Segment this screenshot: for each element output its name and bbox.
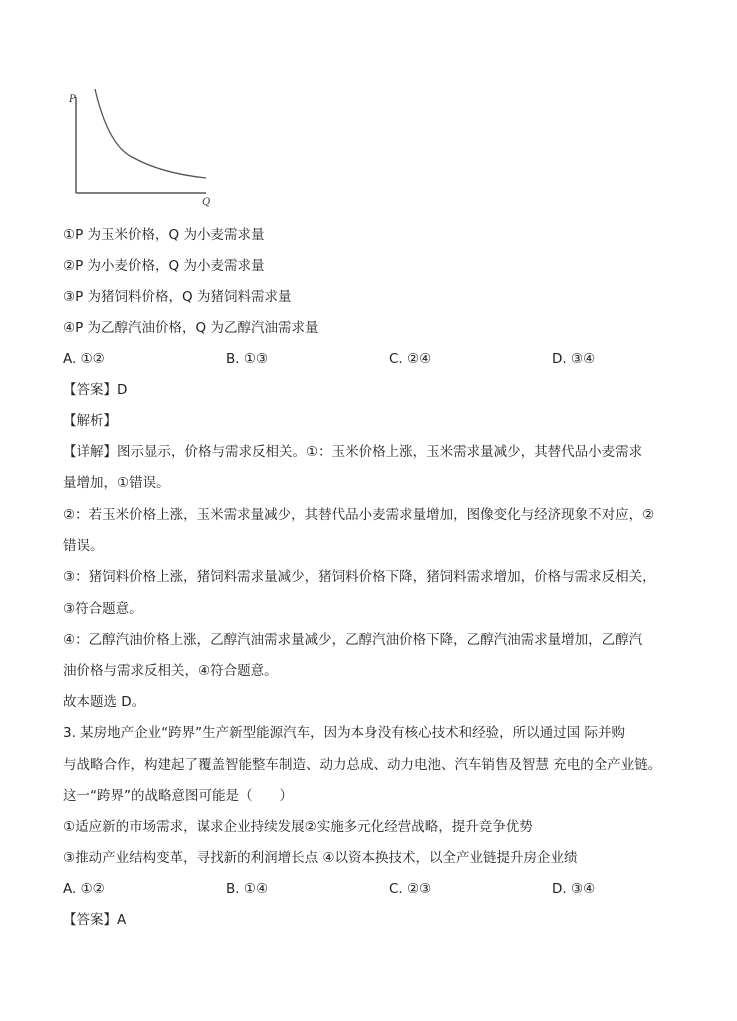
q2-analysis-heading: 【解析】 [63, 413, 117, 429]
q3-option-d: D. ③④ [552, 881, 596, 897]
q2-option-a: A. ①② [63, 351, 105, 367]
q2-option-c: C. ②④ [389, 351, 432, 367]
p-axis-label: P [69, 94, 76, 105]
q2-analysis-line-2: 量增加，①错误。 [63, 475, 170, 491]
q2-analysis-line-9: 故本题选 D。 [63, 694, 146, 710]
q2-analysis-line-4: 错误。 [63, 538, 104, 554]
q2-option-b: B. ①③ [226, 351, 269, 367]
q2-analysis-line-3: ②：若玉米价格上涨，玉米需求量减少，其替代品小麦需求量增加，图像变化与经济现象不对应，② [63, 507, 655, 523]
q2-item-1: ①P 为玉米价格，Q 为小麦需求量 [63, 227, 265, 243]
q3-option-a: A. ①② [63, 881, 105, 897]
q3-option-b: B. ①④ [226, 881, 269, 897]
q3-item-line-2: ③推动产业结构变革，寻找新的利润增长点 ④以资本换技术，以全产业链提升房企业绩 [63, 850, 578, 866]
demand-curve [95, 89, 206, 178]
q2-answer: 【答案】D [63, 382, 128, 398]
q2-analysis-line-8: 油价格与需求反相关，④符合题意。 [63, 663, 278, 679]
q3-stem-line-3: 这一“跨界”的战略意图可能是（ ） [63, 788, 293, 804]
q3-item-line-1: ①适应新的市场需求，谋求企业持续发展②实施多元化经营战略，提升竞争优势 [63, 819, 533, 835]
q2-analysis-line-6: ③符合题意。 [63, 601, 143, 617]
q2-item-2: ②P 为小麦价格，Q 为小麦需求量 [63, 258, 265, 274]
q-axis-label: Q [202, 197, 211, 208]
q2-analysis-line-7: ④：乙醇汽油价格上涨，乙醇汽油需求量减少，乙醇汽油价格下降，乙醇汽油需求量增加，乙醇汽 [63, 632, 643, 648]
q2-option-d: D. ③④ [552, 351, 596, 367]
q2-item-3: ③P 为猪饲料价格，Q 为猪饲料需求量 [63, 289, 292, 305]
demand-curve-graph [60, 85, 220, 210]
q3-stem-line-2: 与战略合作，构建起了覆盖智能整车制造、动力总成、动力电池、汽车销售及智慧 充电的全产业链。 [63, 757, 662, 773]
q2-analysis-line-5: ③：猪饲料价格上涨，猪饲料需求量减少，猪饲料价格下降，猪饲料需求增加，价格与需求反相关， [63, 569, 656, 585]
q2-item-4: ④P 为乙醇汽油价格，Q 为乙醇汽油需求量 [63, 320, 319, 336]
q2-analysis-line-1: 【详解】图示显示，价格与需求反相关。①：玉米价格上涨，玉米需求量减少，其替代品小麦需求 [63, 444, 643, 460]
q3-stem-line-1: 3. 某房地产企业“跨界”生产新型能源汽车，因为本身没有核心技术和经验，所以通过国 际并购 [63, 725, 625, 741]
q3-answer: 【答案】A [63, 912, 127, 928]
q3-option-c: C. ②③ [389, 881, 432, 897]
